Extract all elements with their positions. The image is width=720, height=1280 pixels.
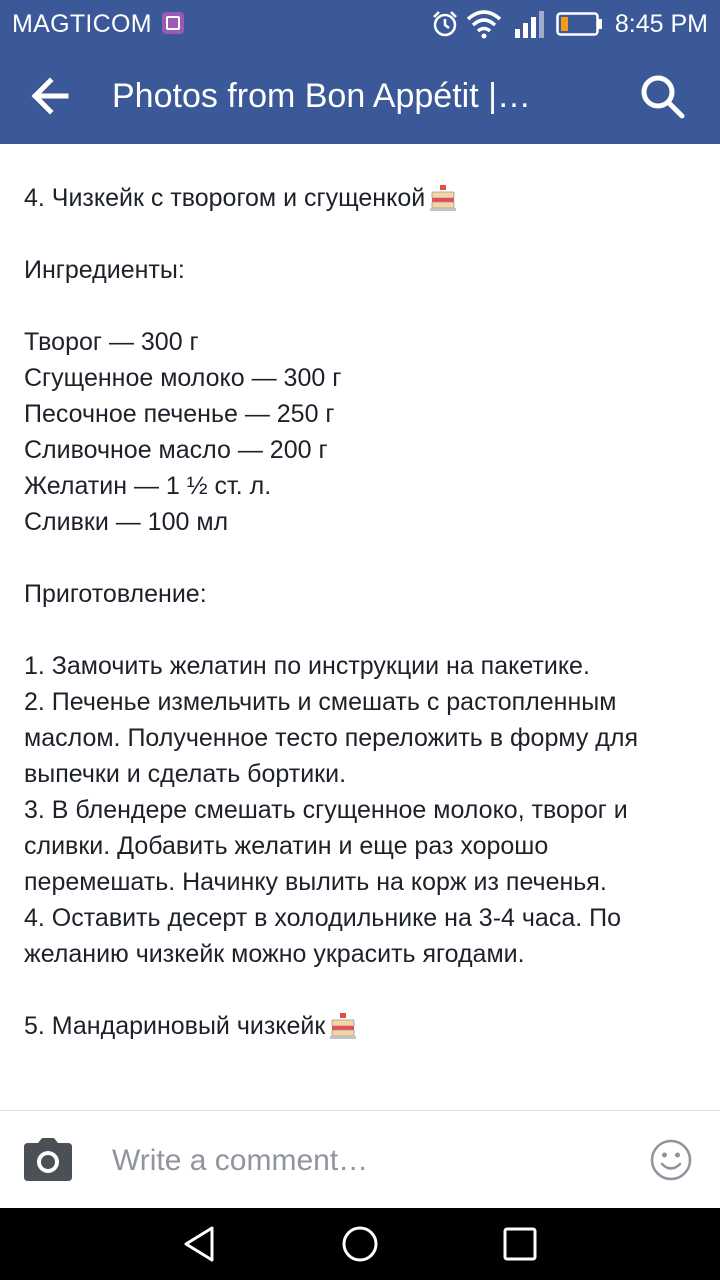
preparation-steps: 1. Замочить желатин по инструкции на пакетике. 2. Печенье измельчить и смешать с растопленным маслом. Полученное тесто переложить в форму для выпечки и сделать бортики. 3. В блендере смешать сгущенное молоко, творог и сливки. Добавить желатин и еще раз хорошо перемешать. Начинку вылить на корж из печенья. 4. Оставить десерт в холодильнике на 3-4 часа. По желанию чизкейк можно украсить ягодами. (24, 652, 638, 968)
comment-bar (0, 1110, 720, 1209)
arrow-left-icon[interactable] (24, 72, 76, 120)
birthday-cake-icon (429, 184, 457, 212)
birthday-cake-icon (329, 1012, 357, 1040)
recipe-title (24, 180, 704, 216)
ingredient-item: Желатин — 1 ½ ст. л. (24, 472, 272, 500)
square-recents-icon[interactable] (500, 1224, 540, 1264)
wifi-icon (466, 9, 502, 39)
ingredient-item: Песочное печенье — 250 г (24, 400, 335, 428)
triangle-back-icon[interactable] (180, 1224, 220, 1264)
alarm-icon (430, 9, 460, 39)
signal-icon (514, 9, 546, 39)
post-text (24, 180, 704, 1044)
status-bar (0, 0, 720, 48)
spacer (24, 540, 704, 576)
ingredient-item: Сливочное масло — 200 г (24, 436, 328, 464)
circle-home-icon[interactable] (340, 1224, 380, 1264)
spacer (24, 612, 704, 648)
recipe-title (24, 1008, 704, 1044)
recipe-title-text: 4. Чизкейк с творогом и сгущенкой (24, 184, 426, 212)
ingredients-heading: Ингредиенты: (24, 256, 185, 284)
comment-input[interactable] (112, 1141, 612, 1181)
smiley-icon[interactable] (650, 1139, 692, 1181)
preparation-heading: Приготовление: (24, 580, 207, 608)
carrier-name: MAGTICOM (12, 10, 152, 38)
battery-icon (556, 12, 604, 36)
spacer (24, 972, 704, 1008)
spacer (24, 216, 704, 252)
ingredient-item: Сливки — 100 мл (24, 508, 229, 536)
status-time: 8:45 PM (614, 10, 708, 38)
ingredient-item: Сгущенное молоко — 300 г (24, 364, 342, 392)
system-nav-bar (0, 1208, 720, 1280)
page-title: Photos from Bon Appétit |… (112, 77, 531, 115)
search-icon[interactable] (636, 70, 688, 122)
app-bar (0, 48, 720, 144)
camera-icon[interactable] (22, 1137, 74, 1183)
spacer (24, 288, 704, 324)
gallery-notification-icon (162, 12, 184, 34)
recipe-title-text: 5. Мандариновый чизкейк (24, 1012, 326, 1040)
ingredient-item: Творог — 300 г (24, 328, 199, 356)
